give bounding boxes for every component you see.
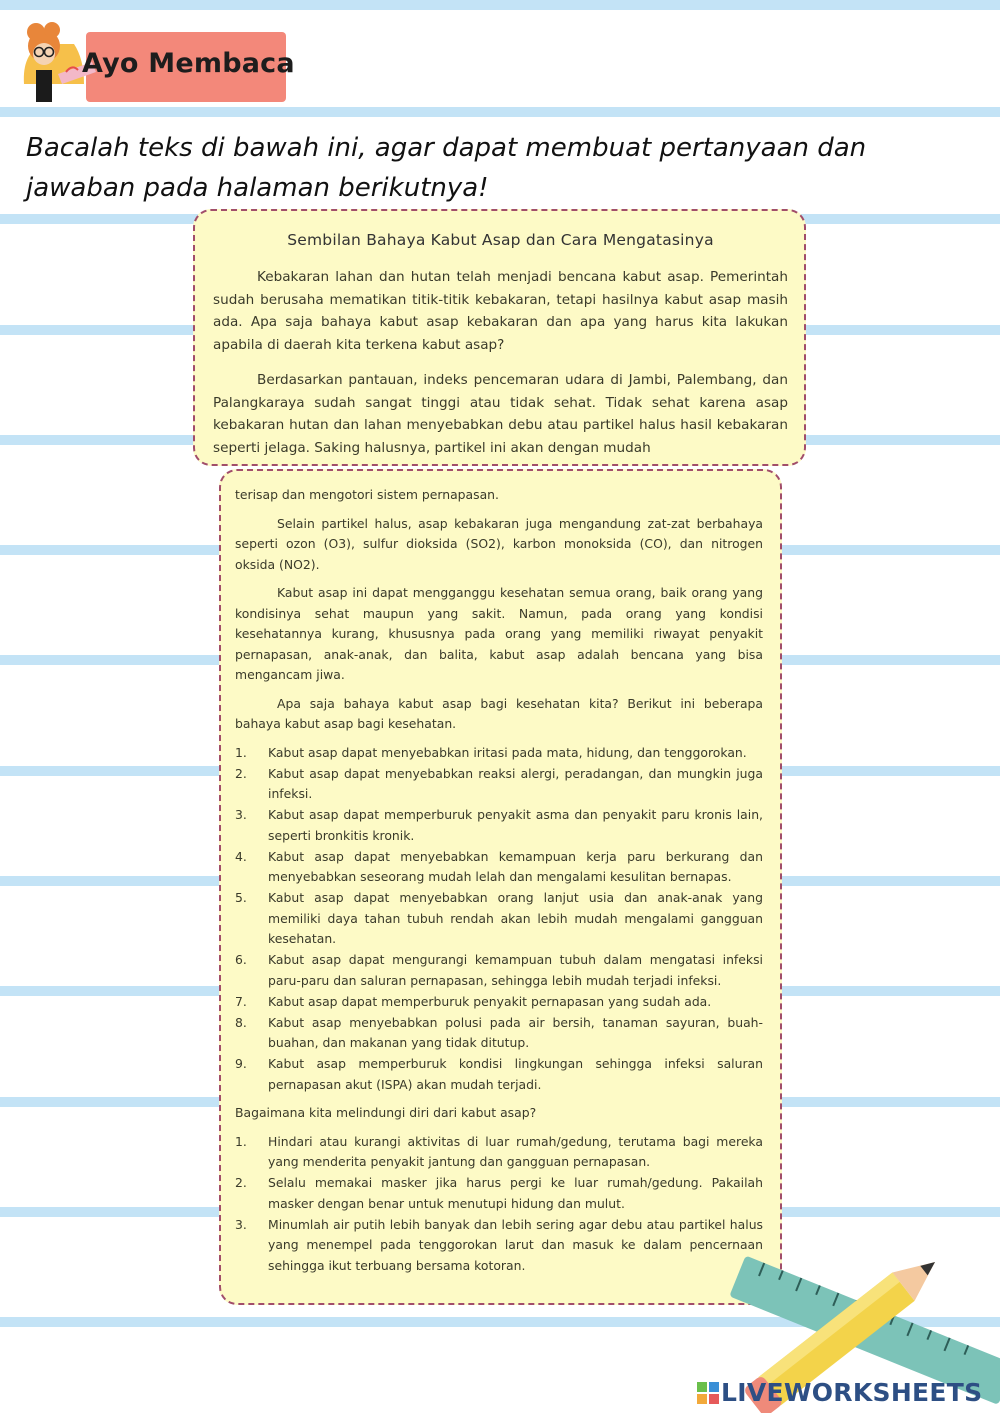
article-title: Sembilan Bahaya Kabut Asap dan Cara Mengatasinya [287,231,714,249]
article-paragraph: Berdasarkan pantauan, indeks pencemaran udara di Jambi, Palembang, dan Palangkaraya sudah sangat tinggi atau tidak sehat. Tidak sehat karena asap kebakaran hutan dan lahan menyebabkan debu atau partikel halus hasil kebakaran seperti jelaga. Saking halusnya, partikel ini akan dengan mudah [213,372,788,456]
list-item: 3. Kabut asap dapat memperburuk penyakit asma dan penyakit paru kronis lain, seperti bronkitis kronik. [235,807,763,843]
list-item: 2. Selalu memakai masker jika harus pergi ke luar rumah/gedung. Pakailah masker dengan benar untuk menutupi hidung dan mulut. [235,1175,763,1211]
list-item: 5. Kabut asap dapat menyebabkan orang lanjut usia dan anak-anak yang memiliki daya tahan tubuh rendah akan lebih mudah mengalami gangguan kesehatan. [235,890,763,946]
hazard-list [235,743,763,1096]
ruled-line [0,107,1000,117]
list-item: 1. Hindari atau kurangi aktivitas di luar rumah/gedung, terutama bagi mereka yang menderita penyakit jantung dan gangguan pernapasan. [235,1133,763,1169]
list-item: 3. Minumlah air putih lebih banyak dan lebih sering agar debu atau partikel halus yang menempel pada tenggorokan larut dan masuk ke dalam pencernaan sehingga ikut terbuang bersama kotoran. [235,1216,763,1273]
list-item: 4. Kabut asap dapat menyebabkan kemampuan kerja paru berkurang dan menyebabkan seseorang mudah lelah dan mengalami kesulitan bernapas. [235,848,763,884]
article-paragraph: Kebakaran lahan dan hutan telah menjadi bencana kabut asap. Pemerintah sudah berusaha mematikan titik-titik kebakaran, tetapi hasilnya kabut asap masih ada. Apa saja bahaya kabut asap kebakaran dan apa yang harus kita lakukan apabila di daerah kita terkena kabut asap? [213,269,788,353]
article-card-bottom [219,469,782,1305]
protect-question: Bagaimana kita melindungi diri dari kabut asap? [235,1105,537,1120]
liveworksheets-watermark [697,1378,982,1407]
list-item: 1. Kabut asap dapat menyebabkan iritasi pada mata, hidung, dan tenggorokan. [235,744,747,760]
list-item: 6. Kabut asap dapat mengurangi kemampuan tubuh dalam mengatasi infeksi paru-paru dan saluran pernapasan, sehingga lebih mudah terjadi infeksi. [235,952,763,988]
ruled-line [0,0,1000,10]
watermark-text: LIVEWORKSHEETS [721,1378,983,1407]
article-card-top [193,209,806,466]
article-paragraph: Kabut asap ini dapat mengganggu kesehatan semua orang, baik orang yang kondisinya sehat maupun yang sakit. Namun, pada orang yang kondisi kesehatannya kurang, khususnya pada orang yang memiliki riwayat penyakit pernapasan, anak-anak, dan balita, kabut asap adalah bencana yang bisa mengancam jiwa. [235,585,763,682]
page-title: Ayo Membaca [82,48,295,79]
article-paragraph: terisap dan mengotori sistem pernapasan. [235,487,499,502]
list-item: 2. Kabut asap dapat menyebabkan reaksi alergi, peradangan, dan mungkin juga infeksi. [235,765,763,801]
instruction-text: Bacalah teks di bawah ini, agar dapat membuat pertanyaan dan jawaban pada halaman berikutnya! [26,133,867,203]
list-item: 7. Kabut asap dapat memperburuk penyakit pernapasan yang sudah ada. [235,993,712,1009]
list-item: 8. Kabut asap menyebabkan polusi pada air bersih, tanaman sayuran, buah-buahan, dan makanan yang tidak ditutup. [235,1014,763,1050]
article-paragraph: Selain partikel halus, asap kebakaran juga mengandung zat-zat berbahaya seperti ozon (O3), sulfur dioksida (SO2), karbon monoksida (CO), dan nitrogen oksida (NO2). [235,515,763,572]
list-item: 9. Kabut asap memperburuk kondisi lingkungan sehingga infeksi saluran pernapasan akut (ISPA) akan mudah terjadi. [235,1056,763,1092]
liveworksheets-logo-icon [697,1382,719,1404]
tips-list [235,1132,763,1277]
article-paragraph: Apa saja bahaya kabut asap bagi kesehatan kita? Berikut ini beberapa bahaya kabut asap bagi kesehatan. [235,695,763,731]
